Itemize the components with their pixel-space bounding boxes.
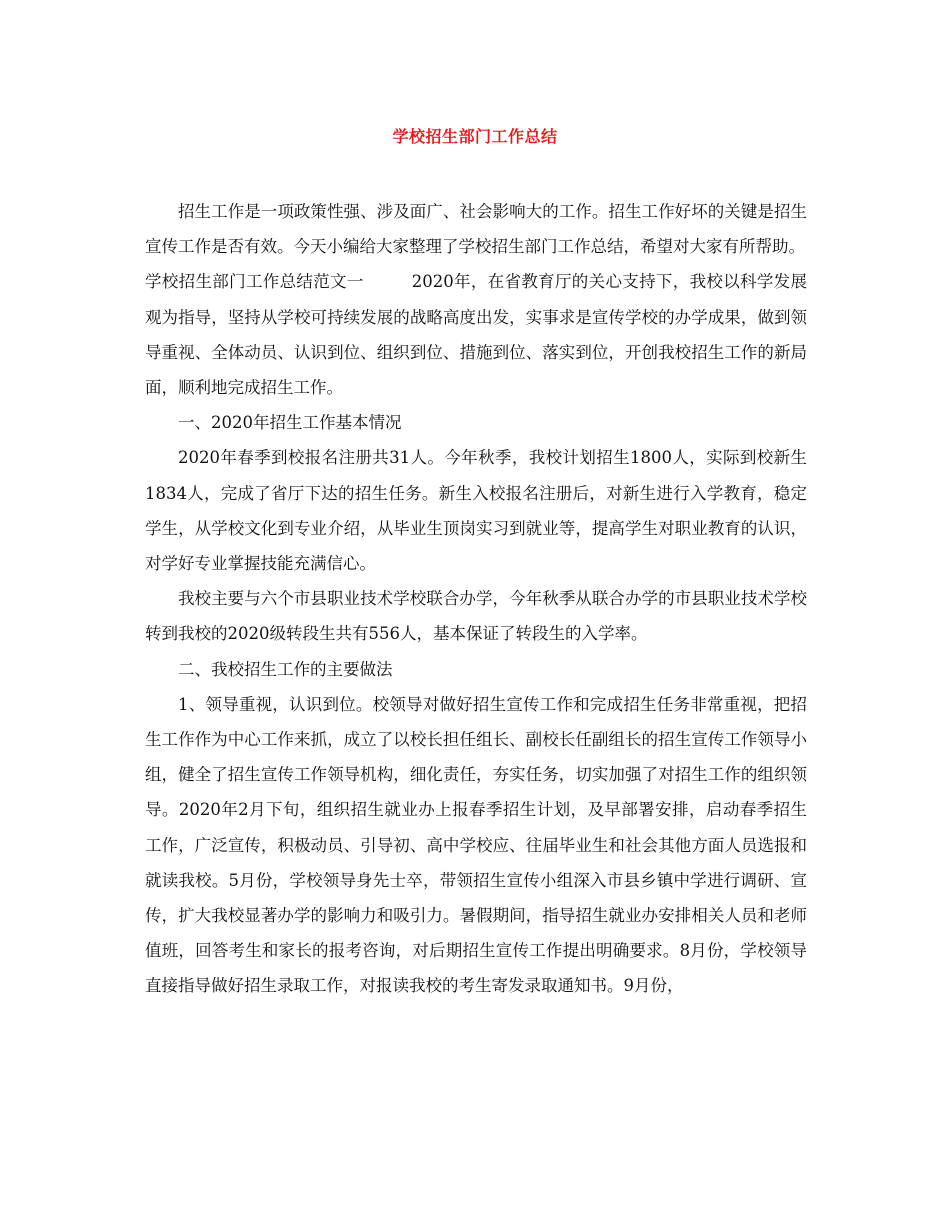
section-1-heading: 一、2020年招生工作基本情况 — [178, 413, 402, 433]
document-body — [145, 194, 807, 1004]
document-title: 学校招生部门工作总结 — [392, 127, 558, 146]
intro-paragraph: 招生工作是一项政策性强、涉及面广、社会影响大的工作。招生工作好坏的关键是招生宣传工作是否有效。今天小编给大家整理了学校招生部门工作总结，希望对大家有所帮助。 — [145, 202, 807, 257]
paragraph-4: 1、领导重视，认识到位。校领导对做好招生宣传工作和完成招生任务非常重视，把招生工作作为中心工作来抓，成立了以校长担任组长、副校长任副组长的招生宣传工作领导小组，健全了招生宣传工作领导机构，细化责任，夯实任务，切实加强了对招生工作的组织领导。2020年2月下旬，组织招生就业办上报春季招生计划，及早部署安排，启动春季招生工作，广泛宣传，积极动员、引导初、高中学校应、往届毕业生和社会其他方面人员选报和就读我校。5月份，学校领导身先士卒，带领招生宣传小组深入市县乡镇中学进行调研、宣传，扩大我校显著办学的影响力和吸引力。暑假期间，指导招生就业办安排相关人员和老师值班，回答考生和家长的报考咨询，对后期招生宣传工作提出明确要求。8月份，学校领导直接指导做好招生录取工作，对报读我校的考生寄发录取通知书。9月份， — [145, 694, 807, 996]
paragraph-1: 2020年，在省教育厅的关心支持下，我校以科学发展观为指导，坚持从学校可持续发展的战略高度出发，实事求是宣传学校的办学成果，做到领导重视、全体动员、认识到位、组织到位、措施到位、落实到位，开创我校招生工作的新局面，顺利地完成招生工作。 — [145, 272, 808, 398]
section-2-heading: 二、我校招生工作的主要做法 — [178, 659, 393, 679]
sample-heading: 学校招生部门工作总结范文一 — [145, 272, 364, 292]
paragraph-2: 2020年春季到校报名注册共31人。今年秋季，我校计划招生1800人，实际到校新生1834人，完成了省厅下达的招生任务。新生入校报名注册后，对新生进行入学教育，稳定学生，从学校文化到专业介绍，从毕业生顶岗实习到就业等，提高学生对职业教育的认识，对学好专业掌握技能充满信心。 — [145, 448, 807, 574]
sample-paragraph — [145, 264, 807, 405]
paragraph-3: 我校主要与六个市县职业技术学校联合办学，今年秋季从联合办学的市县职业技术学校转到我校的2020级转段生共有556人，基本保证了转段生的入学率。 — [145, 589, 807, 644]
